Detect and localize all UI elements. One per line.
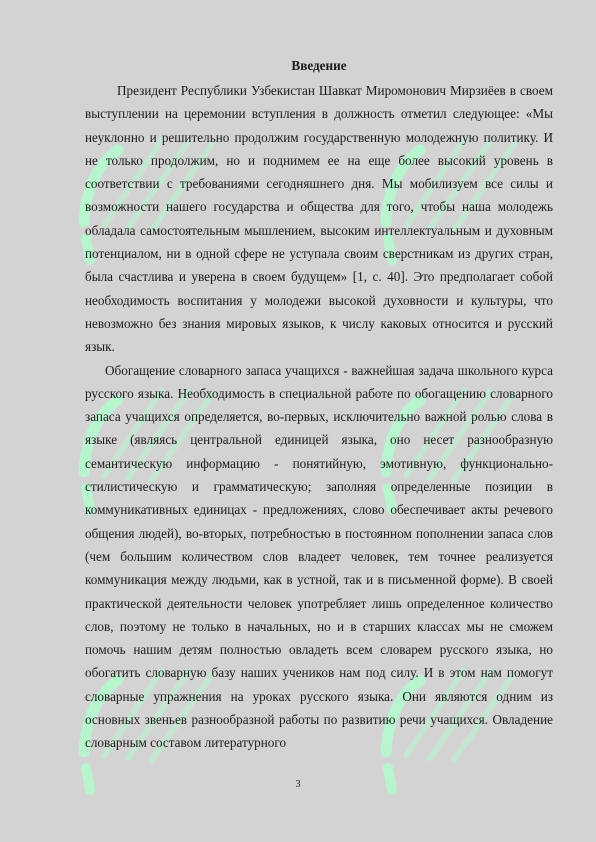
paragraph-vocabulary: Обогащение словарного запаса учащихся - важнейшая задача школьного курса русского языка. Необходимость в специальной работе по обогащению словарного запаса учащихся определяется, во-первых, исключительно важной ролью слова в языке (являясь центральной единицей языка, оно несет разнообразную семантическую информацию - понятийную, эмотивную, функционально-стилистическую и грамматическую; заполняя определенные позиции в коммуникативных единицах - предложениях, слово обеспечивает акты речевого общения людей), во-вторых, потребностью в постоянном пополнении запаса слов (чем большим количеством слов владеет человек, тем точнее реализуется коммуникация между людьми, как в устной, так и в письменной форме). В своей практической деятельности человек употребляет лишь определенное количество слов, поэтому не только в начальных, но и в старших классах мы не сможем помочь нашим детям полностью овладеть всем словарем русского языка, но обогатить словарную базу наших учеников нам под силу. И в этом нам помогут словарные упражнения на уроках русского языка. Они являются одним из основных звеньев разнообразной работы по развитию речи учащихся. Овладение словарным составом литературного: [85, 362, 553, 751]
page-number: 3: [295, 779, 301, 790]
section-title: Введение: [291, 58, 347, 73]
document-body: [85, 56, 553, 755]
paragraph-intro: Президент Республики Узбекистан Шавкат Миромонович Мирзиёев в своем выступлении на церемонии вступления в должность отметил следующее: «Мы неуклонно и решительно продолжим государственную молодежную политику. И не только продолжим, но и поднимем ее на еще более высокий уровень в соответствии с требованиями сегодняшнего дня. Мы мобилизуем все силы и возможности нашего государства и общества для того, чтобы наша молодежь обладала самостоятельным мышлением, высоким интеллектуальным и духовным потенциалом, ни в одной сфере не уступала своим сверстникам из других стран, была счастлива и уверена в своем будущем» [1, с. 40]. Это предполагает собой необходимость воспитания у молодежи высокой духовности и культуры, что невозможно без знания мировых языков, к числу каковых относится и русский язык.: [85, 83, 553, 355]
